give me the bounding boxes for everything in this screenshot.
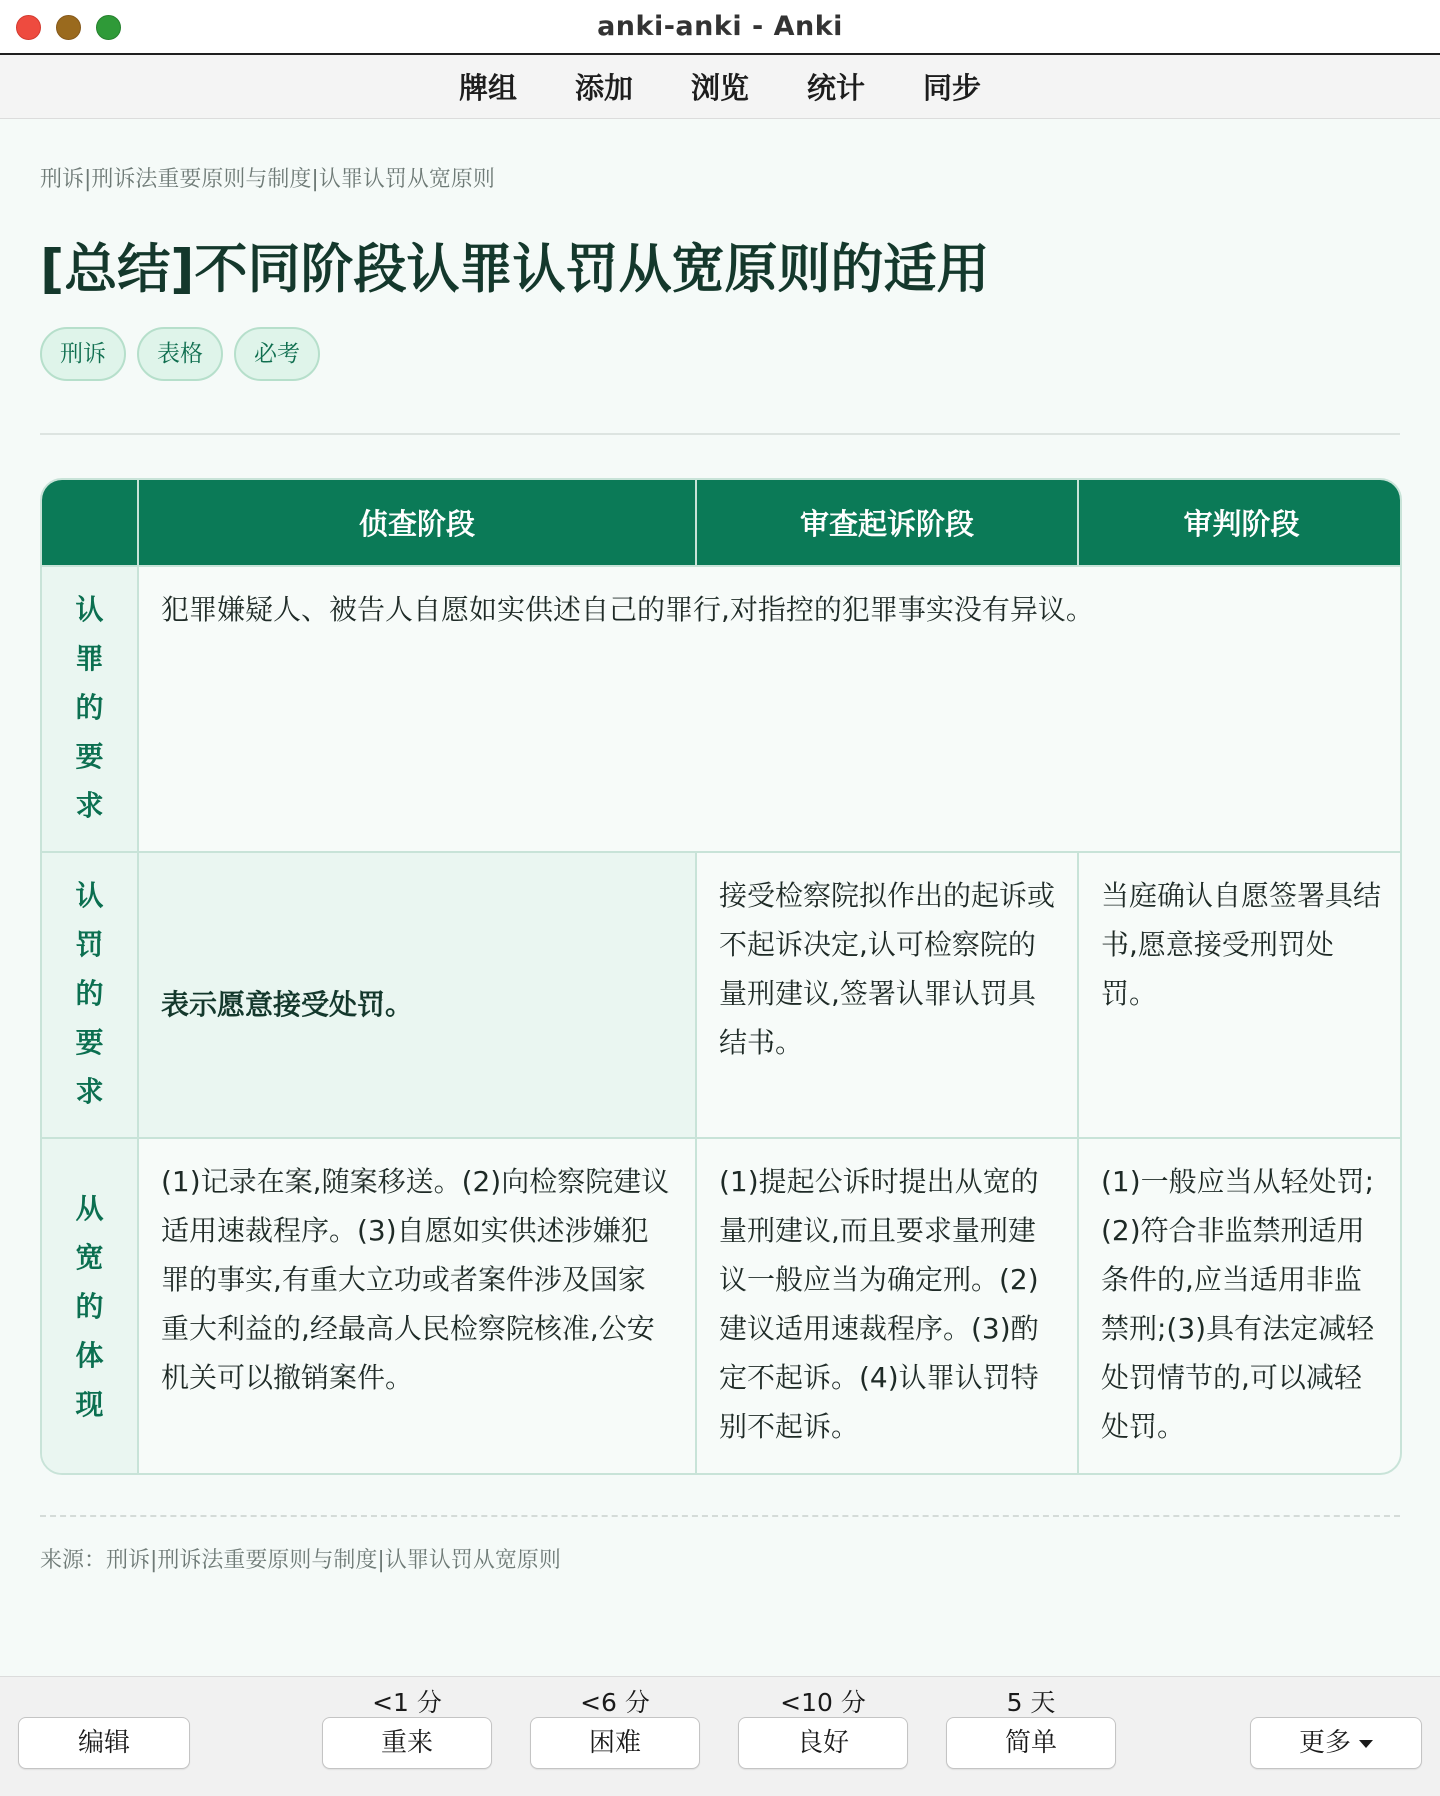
footer-divider xyxy=(40,1515,1400,1517)
good-interval: <10 分 xyxy=(780,1688,866,1717)
source-note: 来源：刑诉|刑诉法重要原则与制度|认罪认罚从宽原则 xyxy=(40,1548,561,1573)
table-cell: 犯罪嫌疑人、被告人自愿如实供述自己的罪行,对指控的犯罪事实没有异议。 xyxy=(138,566,1402,852)
table-cell: 当庭确认自愿签署具结书,愿意接受刑罚处罚。 xyxy=(1078,852,1402,1138)
card-title: [总结]不同阶段认罪认罚从宽原则的适用 xyxy=(40,239,990,300)
header-trial: 审判阶段 xyxy=(1078,480,1402,566)
title-bar xyxy=(0,0,1440,55)
again-interval: <1 分 xyxy=(372,1688,442,1717)
hard-interval: <6 分 xyxy=(580,1688,650,1717)
table-row xyxy=(42,1138,1402,1473)
nav-add[interactable]: 添加 xyxy=(574,71,633,105)
nav-sync[interactable]: 同步 xyxy=(923,71,982,105)
nav-browse[interactable]: 浏览 xyxy=(690,71,749,105)
section-divider xyxy=(40,433,1400,435)
again-button[interactable]: 重来 xyxy=(322,1717,492,1769)
header-prosecution-review: 审查起诉阶段 xyxy=(696,480,1078,566)
edit-button[interactable]: 编辑 xyxy=(18,1717,190,1769)
row-header-leniency-manifestation: 从 宽 的 体 现 xyxy=(42,1138,138,1473)
easy-interval: 5 天 xyxy=(1006,1688,1056,1717)
good-button[interactable]: 良好 xyxy=(738,1717,908,1769)
table-cell: (1)一般应当从轻处罚;(2)符合非监禁刑适用条件的,应当适用非监禁刑;(3)具有法定减轻处罚情节的,可以减轻处罚。 xyxy=(1078,1138,1402,1473)
table-row xyxy=(42,852,1402,1138)
nav-stats[interactable]: 统计 xyxy=(807,71,866,105)
tag-badge: 刑诉 xyxy=(40,327,126,381)
table-cell: (1)记录在案,随案移送。(2)向检察院建议适用速裁程序。(3)自愿如实供述涉嫌犯罪的事实,有重大立功或者案件涉及国家重大利益的,经最高人民检察院核准,公安机关可以撤销案件。 xyxy=(138,1138,696,1473)
more-button[interactable] xyxy=(1250,1717,1422,1769)
header-investigation: 侦查阶段 xyxy=(138,480,696,566)
breadcrumb: 刑诉|刑诉法重要原则与制度|认罪认罚从宽原则 xyxy=(40,167,495,192)
nav-decks[interactable]: 牌组 xyxy=(458,71,517,105)
window-title: anki-anki - Anki xyxy=(597,11,843,42)
chevron-down-icon xyxy=(1359,1740,1373,1748)
more-label: 更多 xyxy=(1298,1728,1351,1758)
top-menu xyxy=(0,55,1440,119)
tag-badge: 表格 xyxy=(137,327,223,381)
table-row xyxy=(42,566,1402,852)
row-header-penalty-requirement: 认 罚 的 要 求 xyxy=(42,852,138,1138)
summary-table xyxy=(40,478,1402,1475)
table-cell: 接受检察院拟作出的起诉或不起诉决定,认可检察院的量刑建议,签署认罪认罚具结书。 xyxy=(696,852,1078,1138)
hard-button[interactable]: 困难 xyxy=(530,1717,700,1769)
easy-button[interactable]: 简单 xyxy=(946,1717,1116,1769)
table-header-row xyxy=(42,480,1402,566)
row-header-plea-requirement: 认 罪 的 要 求 xyxy=(42,566,138,852)
table-cell: (1)提起公诉时提出从宽的量刑建议,而且要求量刑建议一般应当为确定刑。(2)建议适用速裁程序。(3)酌定不起诉。(4)认罪认罚特别不起诉。 xyxy=(696,1138,1078,1473)
table-cell: 表示愿意接受处罚。 xyxy=(138,852,696,1138)
answer-bar xyxy=(0,1676,1440,1796)
tag-list xyxy=(40,327,320,381)
tag-badge: 必考 xyxy=(234,327,320,381)
header-corner xyxy=(42,480,138,566)
